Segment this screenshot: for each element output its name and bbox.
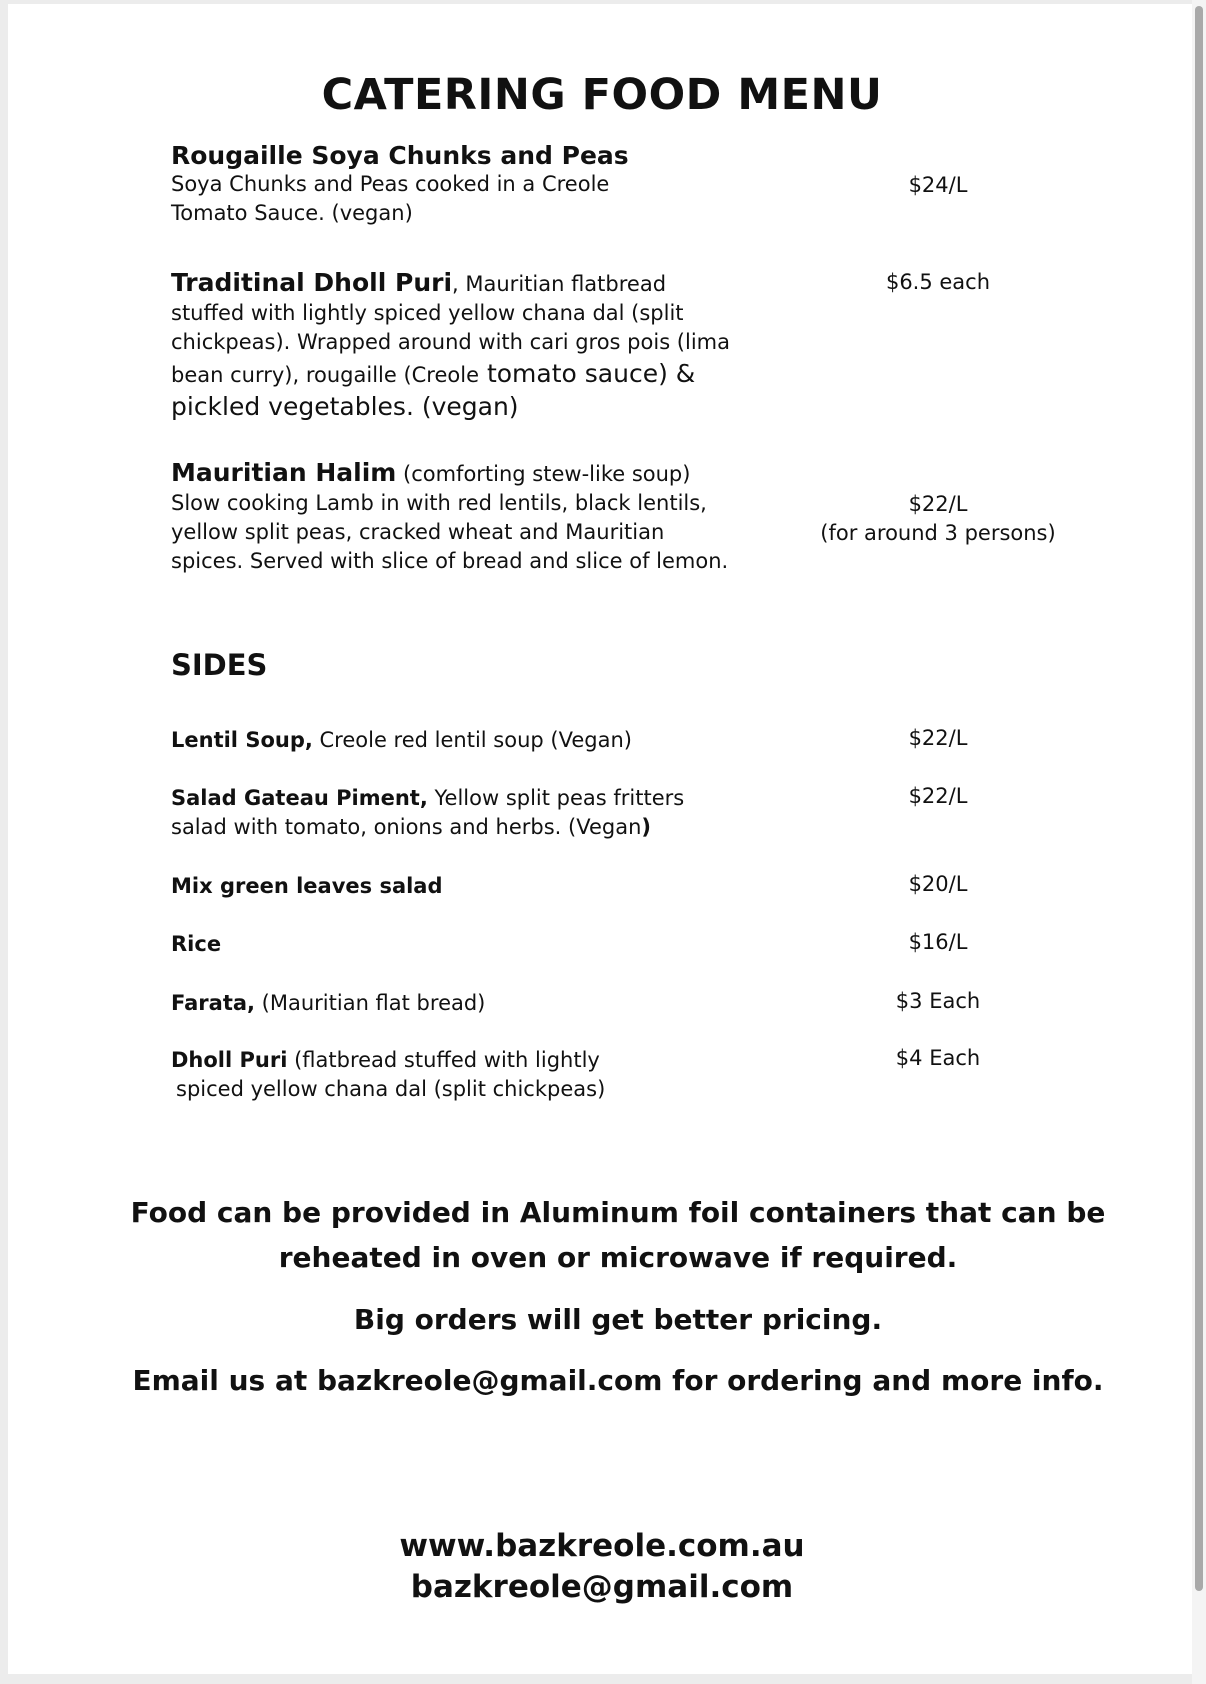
notice-pricing: Big orders will get better pricing. [353, 1303, 883, 1336]
item-subtitle: (comforting stew-like soup) [396, 462, 691, 486]
item-price: $24/L [908, 173, 968, 197]
item-price-note: (for around 3 persons) [820, 521, 1056, 545]
side-price: $3 Each [895, 989, 981, 1013]
menu-page [8, 4, 1196, 1674]
side-name: Salad Gateau Piment, [171, 786, 428, 810]
side-description: (flatbread stuffed with lightly [287, 1048, 600, 1072]
footer-email[interactable]: bazkreole@gmail.com [410, 1569, 794, 1605]
menu-item-rougaille [171, 141, 731, 228]
item-description-block [171, 268, 731, 423]
menu-item-dholl-puri [171, 268, 731, 423]
side-item [171, 784, 731, 842]
item-description: Soya Chunks and Peas cooked in a Creole Tomato Sauce. (vegan) [171, 172, 610, 225]
item-price: $6.5 each [885, 270, 991, 294]
sides-heading: SIDES [171, 648, 268, 682]
side-price: $22/L [908, 784, 968, 808]
item-price: $22/L [908, 492, 968, 516]
side-description-end: ) [641, 815, 651, 839]
side-description: Creole red lentil soup (Vegan) [312, 728, 632, 752]
item-description-tail: tomato sauce) & pickled vegetables. (vegan) [171, 359, 696, 421]
side-item [171, 726, 731, 755]
item-description: , Mauritian flatbread stuffed with lightly spiced yellow chana dal (split chickpeas). Wrapped around with cari gros pois (lima bean curry), rougaille (Creole [171, 272, 730, 387]
notice-email: Email us at bazkreole@gmail.com for ordering and more info. [132, 1364, 1104, 1397]
footer-website[interactable]: www.bazkreole.com.au [399, 1528, 805, 1564]
side-price: $16/L [908, 930, 968, 954]
side-item [171, 872, 731, 901]
side-item [171, 930, 731, 959]
side-price: $20/L [908, 872, 968, 896]
side-name: Rice [171, 932, 222, 956]
notice-containers: Food can be provided in Aluminum foil containers that can be reheated in oven or microwave if required. [130, 1196, 1106, 1274]
page-title: CATERING FOOD MENU [321, 70, 883, 120]
side-price: $22/L [908, 726, 968, 750]
item-name: Rougaille Soya Chunks and Peas [171, 141, 629, 170]
side-price: $4 Each [895, 1046, 981, 1070]
scrollbar-thumb[interactable] [1195, 6, 1203, 1591]
side-item [171, 989, 731, 1018]
scrollbar[interactable] [1192, 0, 1206, 1684]
side-description: Yellow split peas fritters salad with tomato, onions and herbs. (Vegan [171, 786, 685, 839]
item-name: Mauritian Halim [171, 458, 397, 487]
side-name: Lentil Soup, [171, 728, 313, 752]
side-item [171, 1046, 731, 1104]
side-name: Farata, [171, 991, 255, 1015]
side-name: Dholl Puri [171, 1048, 288, 1072]
item-name: Traditinal Dholl Puri [171, 268, 453, 297]
side-name: Mix green leaves salad [171, 874, 443, 898]
item-price-block [778, 490, 1098, 548]
side-description-cont: spiced yellow chana dal (split chickpeas) [176, 1077, 606, 1101]
menu-item-halim [171, 458, 731, 576]
side-description: (Mauritian flat bread) [255, 991, 486, 1015]
item-description: Slow cooking Lamb in with red lentils, black lentils, yellow split peas, cracked wheat and Mauritian spices. Served with slice of bread and slice of lemon. [171, 491, 729, 573]
